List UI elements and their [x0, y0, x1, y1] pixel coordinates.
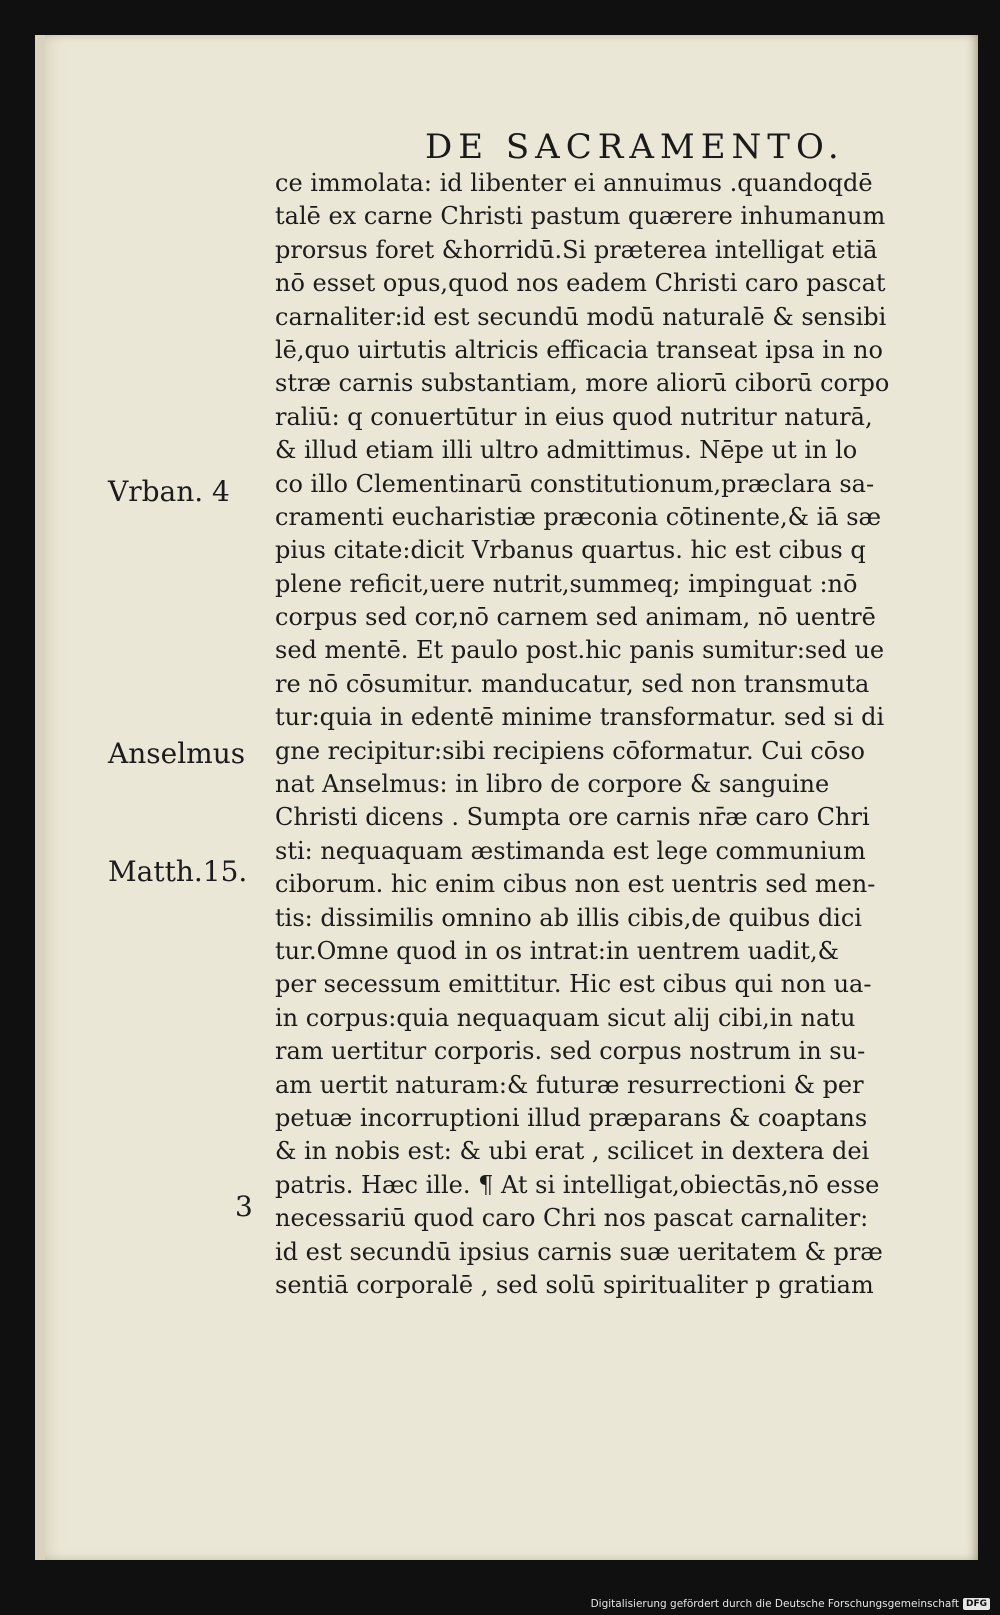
text-line: prorsus foret &horridū.Si præterea intelligat etiā	[275, 235, 878, 264]
text-line: corpus sed cor,nō carnem sed animam, nō uentrē	[275, 603, 876, 632]
book-page	[35, 35, 978, 1560]
text-line: re nō cōsumitur. manducatur, sed non transmuta	[275, 669, 870, 698]
text-line: co illo Clementinarū constitutionum,præclara sa-	[275, 469, 875, 498]
text-line: & illud etiam illi ultro admittimus. Nēpe ut in lo	[275, 436, 858, 465]
footer-text: Digitalisierung gefördert durch die Deutsche Forschungsgemeinschaft	[590, 1598, 959, 1610]
text-line: lē,quo uirtutis altricis efficacia transeat ipsa in no	[275, 335, 883, 364]
text-line: cramenti eucharistiæ præconia cōtinente,& iā sæ	[275, 502, 882, 531]
dfg-logo-icon: DFG	[963, 1598, 990, 1610]
running-head: DE SACRAMENTO.	[425, 127, 845, 167]
marginal-note-number: 3	[235, 1190, 253, 1223]
text-line: nat Anselmus: in libro de corpore & sanguine	[275, 770, 830, 799]
text-line: ciborum. hic enim cibus non est uentris sed men-	[275, 870, 876, 899]
text-line: talē ex carne Christi pastum quærere inhumanum	[275, 202, 886, 231]
text-line: plene reficit,uere nutrit,summeq; impinguat :nō	[275, 569, 858, 598]
text-line: id est secundū ipsius carnis suæ ueritatem & præ	[275, 1237, 883, 1266]
marginal-note-matthew: Matth.15.	[108, 855, 248, 888]
text-line: stræ carnis substantiam, more aliorū ciborū corpo	[275, 369, 890, 398]
text-line: tur.Omne quod in os intrat:in uentrem uadit,&	[275, 936, 840, 965]
body-text	[275, 167, 965, 1302]
text-line: carnaliter:id est secundū modū naturalē & sensibi	[275, 302, 887, 331]
text-line: petuæ incorruptioni illud præparans & coaptans	[275, 1103, 868, 1132]
digitization-credit	[591, 1595, 990, 1613]
text-line: sentiā corporalē , sed solū spiritualiter p gratiam	[275, 1270, 874, 1299]
text-line: tis: dissimilis omnino ab illis cibis,de quibus dici	[275, 903, 862, 932]
marginal-note-urban: Vrban. 4	[108, 475, 230, 508]
text-line: raliū: q conuertūtur in eius quod nutritur naturā,	[275, 402, 873, 431]
text-line: sti: nequaquam æstimanda est lege communium	[275, 836, 866, 865]
text-line: ram uertitur corporis. sed corpus nostrum in su-	[275, 1037, 866, 1066]
text-line: in corpus:quia nequaquam sicut alij cibi,in natu	[275, 1003, 856, 1032]
marginal-note-anselmus: Anselmus	[108, 737, 246, 770]
text-line: nō esset opus,quod nos eadem Christi caro pascat	[275, 269, 886, 298]
text-line: Christi dicens . Sumpta ore carnis nr̄æ caro Chri	[275, 803, 870, 832]
text-line: ce immolata: id libenter ei annuimus .quandoqdē	[275, 169, 873, 197]
text-line: gne recipitur:sibi recipiens cōformatur. Cui cōso	[275, 736, 865, 765]
text-line: pius citate:dicit Vrbanus quartus. hic est cibus q	[275, 536, 866, 565]
text-line: per secessum emittitur. Hic est cibus qui non ua-	[275, 970, 872, 999]
text-line: sed mentē. Et paulo post.hic panis sumitur:sed ue	[275, 636, 885, 665]
text-line: & in nobis est: & ubi erat , scilicet in dextera dei	[275, 1137, 870, 1166]
text-line: necessariū quod caro Chri nos pascat carnaliter:	[275, 1204, 869, 1233]
text-line: patris. Hæc ille. ¶ At si intelligat,obiectās,nō esse	[275, 1170, 880, 1199]
page-edge	[35, 35, 45, 1560]
text-line: tur:quia in edentē minime transformatur. sed si di	[275, 703, 885, 732]
text-line: am uertit naturam:& futuræ resurrectioni & per	[275, 1070, 864, 1099]
